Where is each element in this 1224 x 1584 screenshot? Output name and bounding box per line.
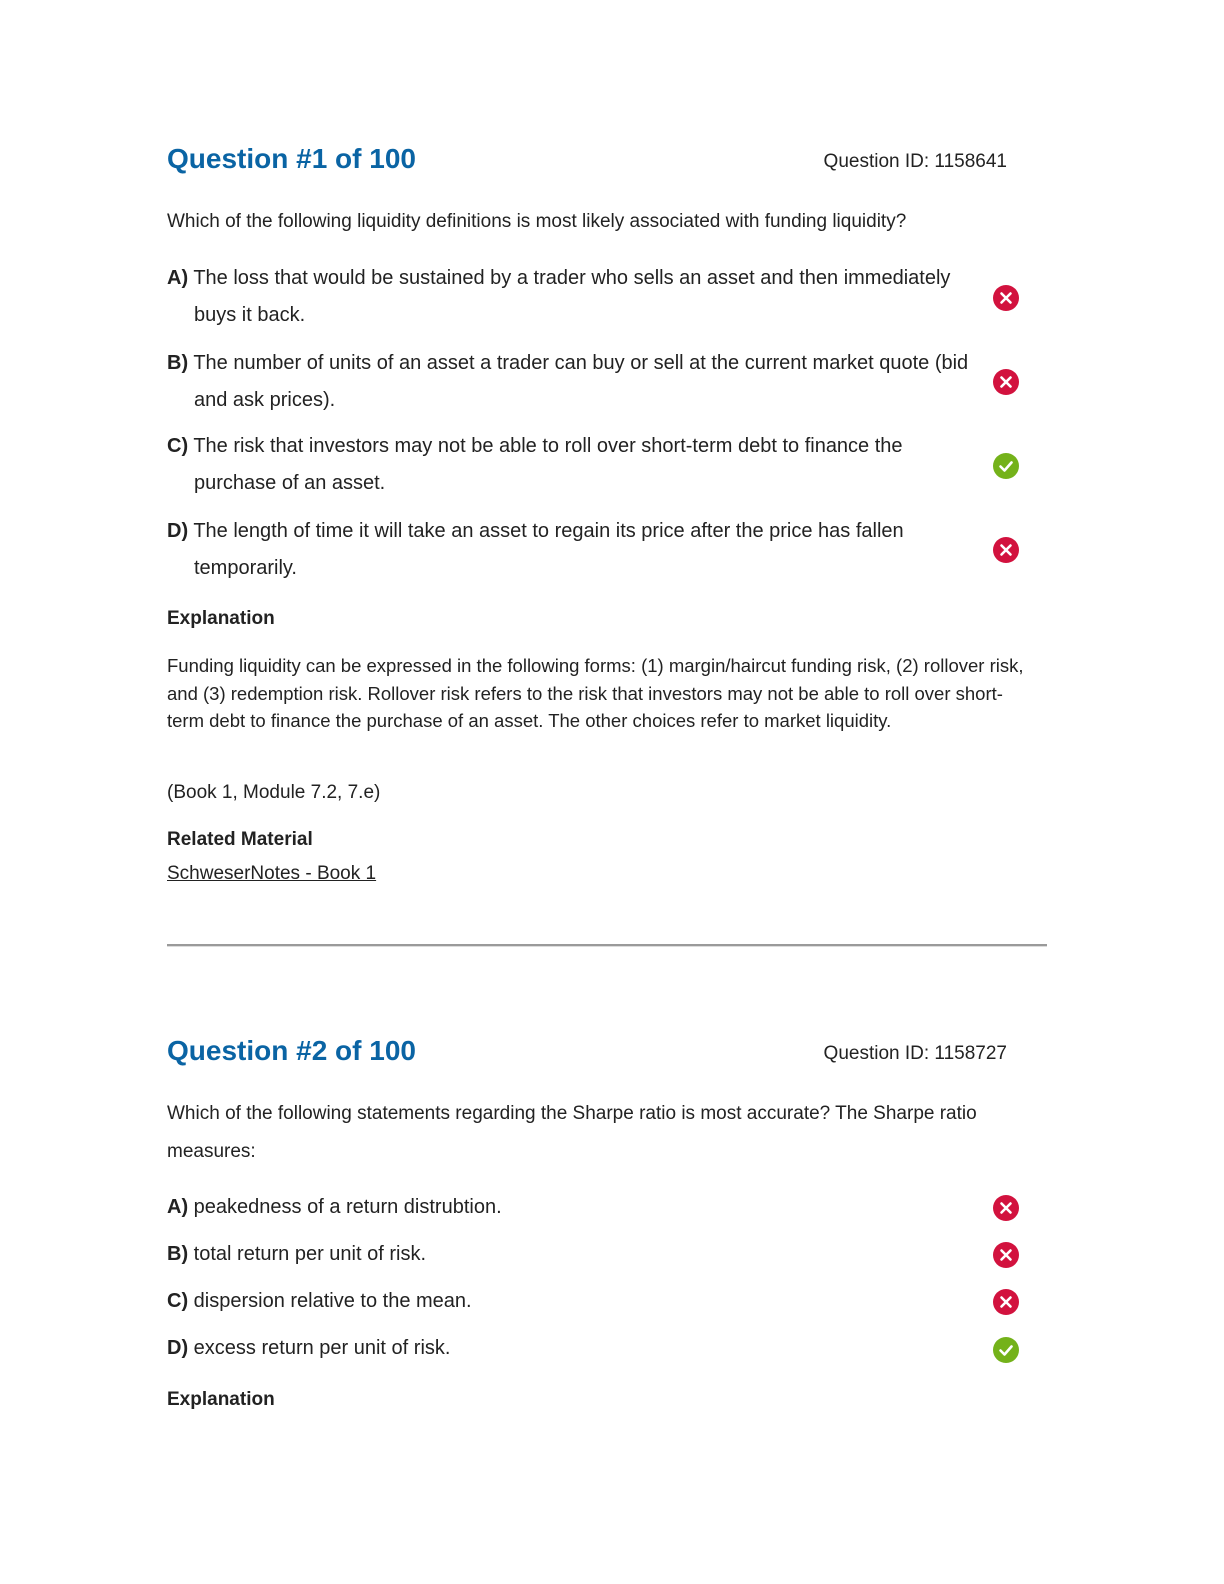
x-circle-icon bbox=[993, 1289, 1019, 1315]
check-circle-icon bbox=[993, 453, 1019, 479]
option-text: total return per unit of risk. bbox=[193, 1243, 426, 1265]
option-letter: D) bbox=[167, 1337, 189, 1359]
answer-option-a bbox=[167, 260, 1027, 334]
explanation-text: Funding liquidity can be expressed in the following forms: (1) margin/haircut funding risk, (2) rollover risk, and (3) redemption risk. Rollover risk refers to the risk that investors may not be able to roll over short-term debt to finance the purchase of an asset. The other choices refer to market liquidity. bbox=[167, 655, 1024, 731]
x-circle-icon bbox=[993, 285, 1019, 311]
option-text: The risk that investors may not be able to roll over short-term debt to finance the purchase of an asset. bbox=[193, 435, 903, 494]
option-text: The number of units of an asset a trader can buy or sell at the current market quote (bid and ask prices). bbox=[193, 352, 969, 411]
option-text: The length of time it will take an asset to regain its price after the price has fallen temporarily. bbox=[193, 520, 904, 579]
option-text: peakedness of a return distrubtion. bbox=[193, 1196, 502, 1218]
question-id: Question ID: 1158727 bbox=[823, 1043, 1007, 1064]
question-title: Question #1 of 100 bbox=[167, 143, 416, 174]
question-stem: Which of the following liquidity definitions is most likely associated with funding liquidity? bbox=[167, 211, 907, 232]
answer-option-d bbox=[167, 513, 1027, 587]
option-letter: A) bbox=[167, 1196, 189, 1218]
x-circle-icon bbox=[993, 1242, 1019, 1268]
related-material-heading: Related Material bbox=[167, 829, 313, 850]
option-text: The loss that would be sustained by a trader who sells an asset and then immediately buys it back. bbox=[193, 267, 951, 326]
x-circle-icon bbox=[993, 369, 1019, 395]
option-letter: B) bbox=[167, 352, 189, 374]
question-header bbox=[167, 143, 1007, 183]
option-letter: A) bbox=[167, 267, 189, 289]
answer-option-a bbox=[167, 1189, 1027, 1226]
option-letter: C) bbox=[167, 435, 189, 457]
answer-option-c bbox=[167, 428, 1027, 502]
x-circle-icon bbox=[993, 1195, 1019, 1221]
question-stem: Which of the following statements regarding the Sharpe ratio is most accurate? The Sharpe ratio measures: bbox=[167, 1103, 977, 1162]
question-header bbox=[167, 1035, 1007, 1075]
question-title: Question #2 of 100 bbox=[167, 1035, 416, 1066]
question-divider bbox=[167, 944, 1047, 947]
option-letter: D) bbox=[167, 520, 189, 542]
option-text: excess return per unit of risk. bbox=[193, 1337, 451, 1359]
answer-option-d bbox=[167, 1330, 1027, 1367]
answer-option-c bbox=[167, 1283, 1027, 1320]
related-material-link[interactable]: SchweserNotes - Book 1 bbox=[167, 863, 377, 884]
x-circle-icon bbox=[993, 537, 1019, 563]
question-id: Question ID: 1158641 bbox=[823, 151, 1007, 172]
explanation-heading: Explanation bbox=[167, 608, 275, 629]
reference-text: (Book 1, Module 7.2, 7.e) bbox=[167, 782, 381, 803]
explanation-heading: Explanation bbox=[167, 1389, 275, 1410]
check-circle-icon bbox=[993, 1337, 1019, 1363]
option-text: dispersion relative to the mean. bbox=[193, 1290, 472, 1312]
option-letter: B) bbox=[167, 1243, 189, 1265]
answer-option-b bbox=[167, 345, 1027, 419]
answer-option-b bbox=[167, 1236, 1027, 1273]
option-letter: C) bbox=[167, 1290, 189, 1312]
